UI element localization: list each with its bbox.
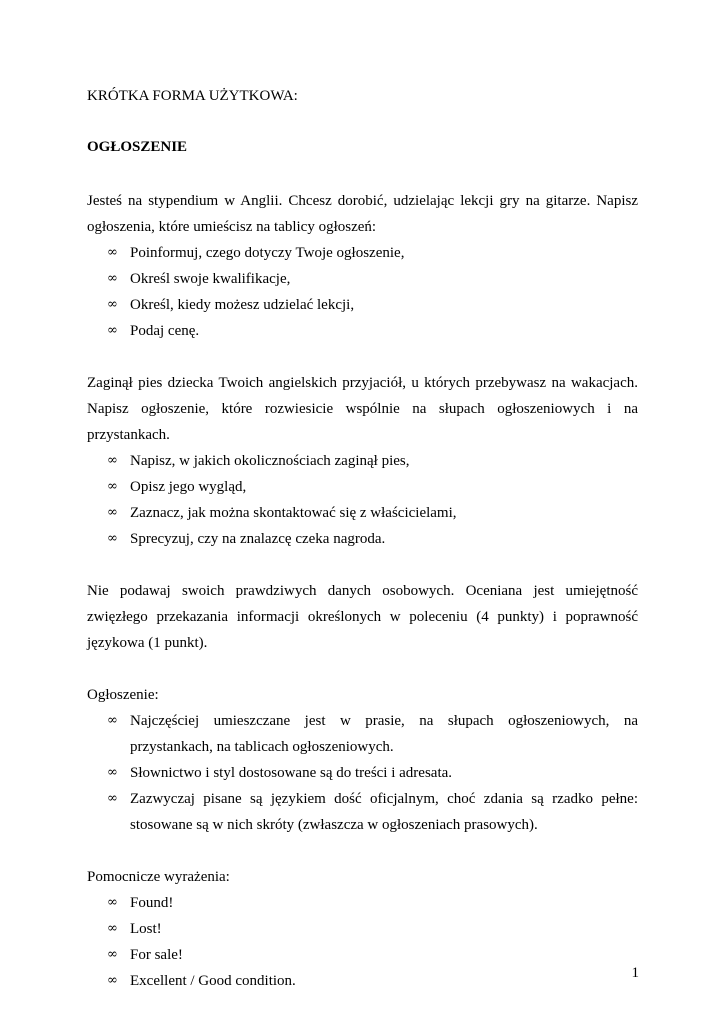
- infinity-bullet-icon: ∞: [107, 713, 118, 728]
- list-item: ∞ Określ, kiedy możesz udzielać lekcji,: [87, 292, 638, 318]
- infinity-bullet-icon: ∞: [107, 531, 118, 546]
- infinity-bullet-icon: ∞: [107, 453, 118, 468]
- task-1-paragraph: Jesteś na stypendium w Anglii. Chcesz dorobić, udzielając lekcji gry na gitarze. Napisz ogłoszenia, które umieścisz na tablicy ogłoszeń:: [87, 193, 638, 235]
- list-item: ∞ Słownictwo i styl dostosowane są do treści i adresata.: [87, 760, 638, 786]
- infinity-bullet-icon: ∞: [107, 947, 118, 962]
- task-1-list: [87, 240, 638, 344]
- helpful-phrases-label: Pomocnicze wyrażenia:: [87, 869, 230, 885]
- document-title: OGŁOSZENIE: [87, 139, 188, 155]
- list-item: ∞ Określ swoje kwalifikacje,: [87, 266, 638, 292]
- helpful-phrases-list: [87, 890, 638, 994]
- list-item: ∞ Podaj cenę.: [87, 318, 638, 344]
- list-item: ∞ For sale!: [87, 942, 638, 968]
- infinity-bullet-icon: ∞: [107, 921, 118, 936]
- infinity-bullet-icon: ∞: [107, 791, 118, 806]
- infinity-bullet-icon: ∞: [107, 323, 118, 338]
- infinity-bullet-icon: ∞: [107, 505, 118, 520]
- list-item: ∞ Lost!: [87, 916, 638, 942]
- list-item: ∞ Napisz, w jakich okolicznościach zaginął pies,: [87, 448, 638, 474]
- task-2-paragraph: Zaginął pies dziecka Twoich angielskich przyjaciół, u których przebywasz na wakacjach. Napisz ogłoszenie, które rozwiesicie wspólnie na słupach ogłoszeniowych i na przystankach.: [87, 375, 638, 443]
- document-content: [87, 86, 638, 994]
- list-item: ∞ Opisz jego wygląd,: [87, 474, 638, 500]
- notice-label: Ogłoszenie:: [87, 687, 159, 703]
- infinity-bullet-icon: ∞: [107, 297, 118, 312]
- infinity-bullet-icon: ∞: [107, 271, 118, 286]
- page-number: 1: [631, 965, 639, 981]
- infinity-bullet-icon: ∞: [107, 973, 118, 988]
- infinity-bullet-icon: ∞: [107, 765, 118, 780]
- list-item: ∞ Sprecyzuj, czy na znalazcę czeka nagroda.: [87, 526, 638, 552]
- list-item: ∞ Poinformuj, czego dotyczy Twoje ogłoszenie,: [87, 240, 638, 266]
- task-2-list: [87, 448, 638, 552]
- list-item: ∞ Zazwyczaj pisane są językiem dość oficjalnym, choć zdania są rzadko pełne: stosowane są w nich skróty (zwłaszcza w ogłoszeniach prasowych).: [87, 786, 638, 838]
- document-heading: KRÓTKA FORMA UŻYTKOWA:: [87, 88, 298, 104]
- list-item: ∞ Najczęściej umieszczane jest w prasie, na słupach ogłoszeniowych, na przystankach, na tablicach ogłoszeniowych.: [87, 708, 638, 760]
- notice-features-list: [87, 708, 638, 838]
- list-item: ∞ Zaznacz, jak można skontaktować się z właścicielami,: [87, 500, 638, 526]
- list-item: ∞ Found!: [87, 890, 638, 916]
- instructions-paragraph: Nie podawaj swoich prawdziwych danych osobowych. Oceniana jest umiejętność zwięzłego przekazania informacji określonych w poleceniu (4 punkty) i poprawność językowa (1 punkt).: [87, 583, 638, 651]
- list-item: ∞ Excellent / Good condition.: [87, 968, 638, 994]
- infinity-bullet-icon: ∞: [107, 895, 118, 910]
- infinity-bullet-icon: ∞: [107, 245, 118, 260]
- infinity-bullet-icon: ∞: [107, 479, 118, 494]
